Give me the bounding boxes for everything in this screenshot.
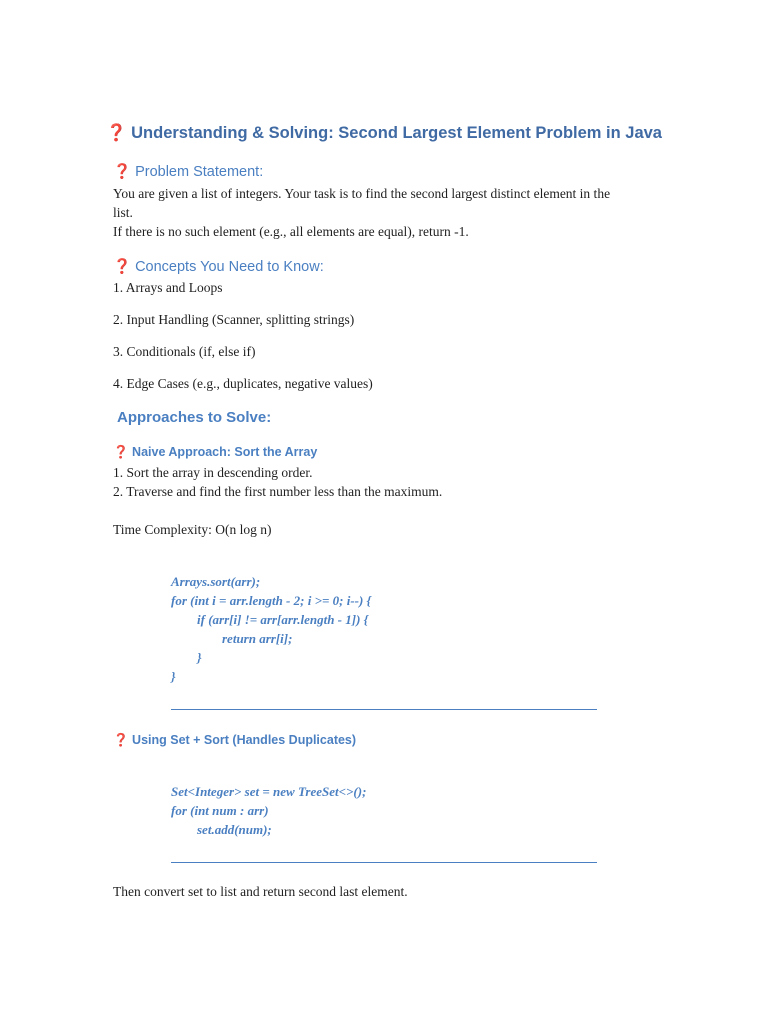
code-line: } xyxy=(171,669,176,684)
concept-item: 4. Edge Cases (e.g., duplicates, negative values) xyxy=(113,376,373,391)
naive-approach-heading: ❓ Naive Approach: Sort the Array xyxy=(113,445,318,459)
problem-line-3: If there is no such element (e.g., all elements are equal), return -1. xyxy=(113,224,469,239)
naive-step: 1. Sort the array in descending order. xyxy=(113,465,313,480)
approaches-heading: Approaches to Solve: xyxy=(117,409,272,426)
code-line: return arr[i]; xyxy=(196,631,293,646)
time-complexity: Time Complexity: O(n log n) xyxy=(113,522,272,537)
set-approach-heading: ❓ Using Set + Sort (Handles Duplicates) xyxy=(113,733,357,747)
concept-item: 2. Input Handling (Scanner, splitting strings) xyxy=(113,312,355,327)
concept-item: 1. Arrays and Loops xyxy=(113,280,223,295)
page-title: ❓ Understanding & Solving: Second Largest Element Problem in Java xyxy=(106,124,662,142)
problem-statement-heading: ❓ Problem Statement: xyxy=(113,164,264,180)
code-line: Set<Integer> set = new TreeSet<>(); xyxy=(171,784,367,799)
concept-item: 3. Conditionals (if, else if) xyxy=(113,344,256,359)
code-line: } xyxy=(184,650,202,665)
code-line: if (arr[i] != arr[arr.length - 1]) { xyxy=(184,612,369,627)
code-line: for (int num : arr) xyxy=(171,803,269,818)
concepts-heading: ❓ Concepts You Need to Know: xyxy=(113,259,324,275)
code-block-divider xyxy=(171,862,597,863)
problem-line-2: list. xyxy=(113,205,133,220)
naive-step: 2. Traverse and find the first number less than the maximum. xyxy=(113,484,443,499)
closing-text: Then convert set to list and return second last element. xyxy=(113,884,408,899)
problem-line-1: You are given a list of integers. Your task is to find the second largest distinct element in the xyxy=(113,186,611,201)
code-line: set.add(num); xyxy=(184,822,272,837)
code-block-divider xyxy=(171,709,597,710)
code-line: Arrays.sort(arr); xyxy=(171,574,261,589)
code-line: for (int i = arr.length - 2; i >= 0; i--) { xyxy=(171,593,372,608)
